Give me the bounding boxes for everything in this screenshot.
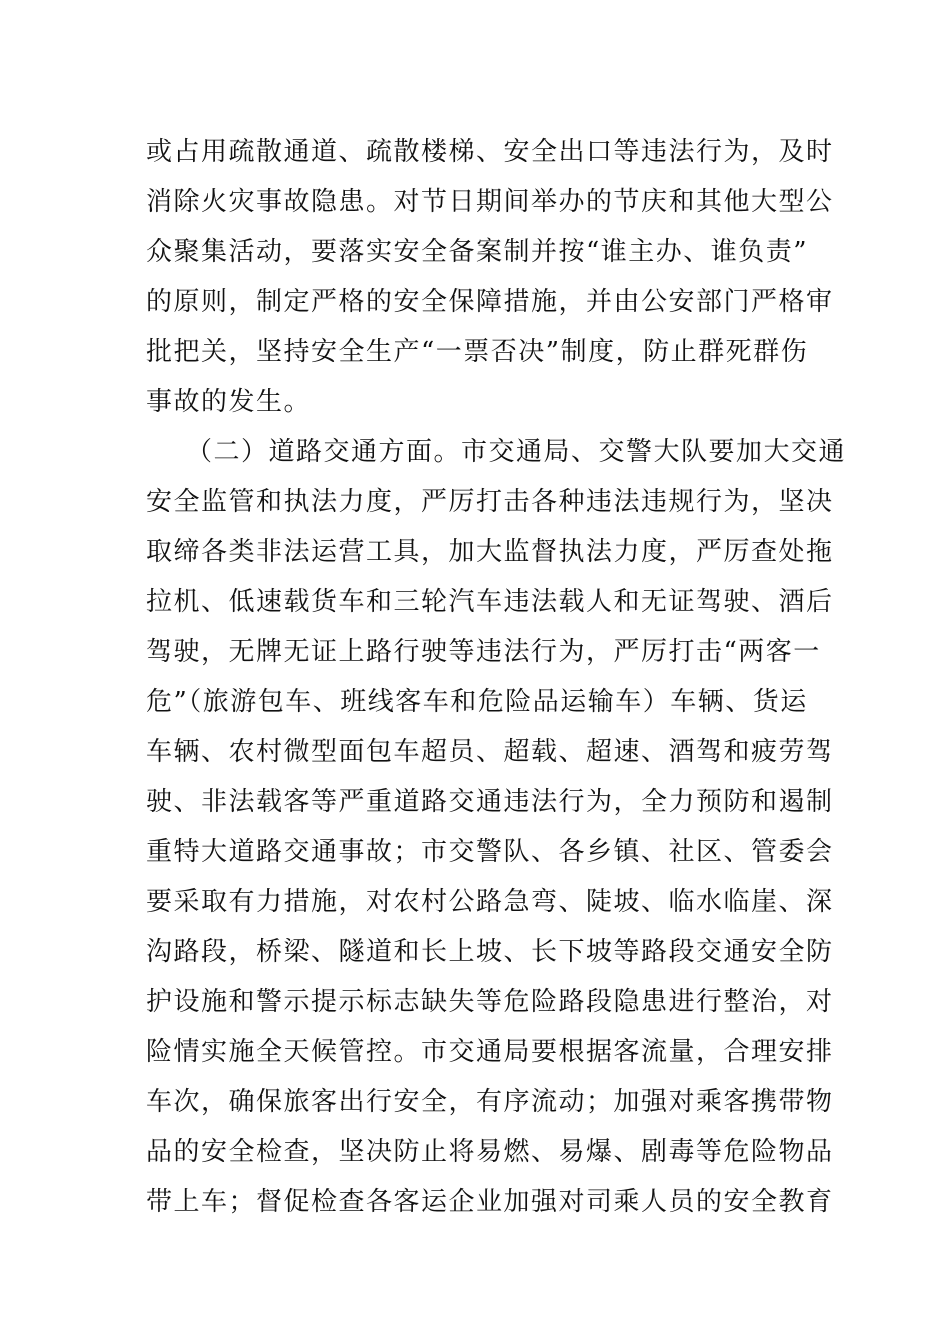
text-line: 拉机、低速载货车和三轮汽车违法载人和无证驾驶、酒后 <box>146 587 834 617</box>
text-line: 驾驶，无牌无证上路行驶等违法行为，严厉打击“两客一 <box>146 637 821 667</box>
text-line: 驶、非法载客等严重道路交通违法行为，全力预防和遏制 <box>146 787 834 817</box>
text-line: 车辆、农村微型面包车超员、超载、超速、酒驾和疲劳驾 <box>146 737 834 767</box>
text-line: 危”（旅游包车、班线客车和危险品运输车）车辆、货运 <box>146 687 808 717</box>
text-line: 险情实施全天候管控。市交通局要根据客流量，合理安排 <box>146 1037 834 1067</box>
text-line: 众聚集活动，要落实安全备案制并按“谁主办、谁负责” <box>146 237 809 267</box>
text-line: 重特大道路交通事故；市交警队、各乡镇、社区、管委会 <box>146 837 834 867</box>
text-line: 事故的发生。 <box>146 387 312 417</box>
text-line: 沟路段，桥梁、隧道和长上坡、长下坡等路段交通安全防 <box>146 937 834 967</box>
text-line: 品的安全检查，坚决防止将易燃、易爆、剧毒等危险物品 <box>146 1137 834 1167</box>
text-line: 消除火灾事故隐患。对节日期间举办的节庆和其他大型公 <box>146 187 834 217</box>
text-line: 批把关，坚持安全生产“一票否决”制度，防止群死群伤 <box>146 337 809 367</box>
text-line: 取缔各类非法运营工具，加大监督执法力度，严厉查处拖 <box>146 537 834 567</box>
text-line: 或占用疏散通道、疏散楼梯、安全出口等违法行为，及时 <box>146 137 834 167</box>
text-line: 安全监管和执法力度，严厉打击各种违法违规行为，坚决 <box>146 487 834 517</box>
section-heading-line: （二）道路交通方面。市交通局、交警大队要加大交通 <box>186 437 847 467</box>
text-line: 的原则，制定严格的安全保障措施，并由公安部门严格审 <box>146 287 834 317</box>
text-line: 要采取有力措施，对农村公路急弯、陡坡、临水临崖、深 <box>146 887 834 917</box>
text-line: 车次，确保旅客出行安全，有序流动；加强对乘客携带物 <box>146 1087 834 1117</box>
text-line: 带上车；督促检查各客运企业加强对司乘人员的安全教育 <box>146 1187 834 1217</box>
text-line: 护设施和警示提示标志缺失等危险路段隐患进行整治，对 <box>146 987 834 1017</box>
